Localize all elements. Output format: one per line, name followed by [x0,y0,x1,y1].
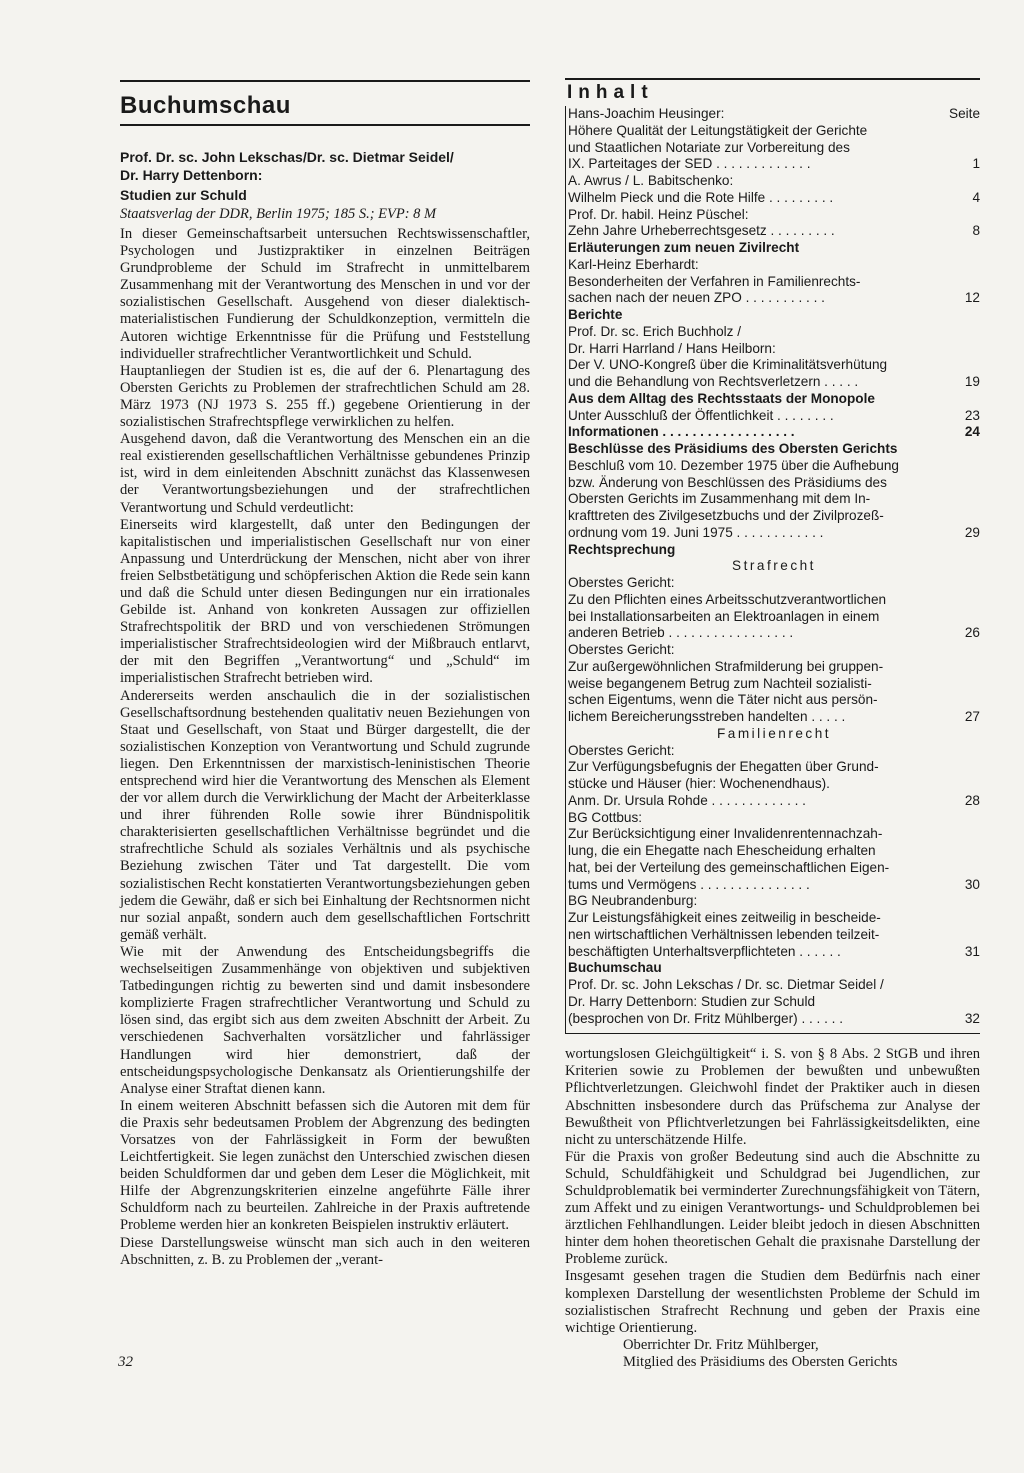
toc-section-heading: Beschlüsse des Präsidiums des Obersten Gerichts [568,441,898,456]
toc-page-number: 24 [964,424,980,440]
toc-line: weise begangenem Betrug zum Nachteil sozialisti- [568,675,872,691]
toc-entry [568,944,980,961]
toc-entry-text: anderen Betrieb . . . . . . . . . . . . . . . . . [568,625,794,641]
toc-line: stücke und Häuser (hier: Wochenendhaus). [568,776,830,791]
toc-subsection-heading: Familienrecht [716,725,832,741]
review-paragraph: wortungslosen Gleichgültigkeit“ i. S. von § 8 Abs. 2 StGB und ihren Kriterien sowie zu Problemen der bewußten und unbewußten Pflichtverletzungen. Gleichwohl findet der Praktiker auch in diesen Abschnitten insbesondere durch das Prüfschema zur Analyse der Bewußtheit von Pflichtverletzungen bei Fahrlässigkeitsdelikten, eine nicht zu unterschätzende Hilfe. [565,1046,980,1148]
toc-entry-text: Unter Ausschluß der Öffentlichkeit . . . . . . . . [568,407,834,423]
toc-entry [568,190,980,207]
toc-entry-text: lichem Bereicherungsstreben handelten . . . . . [568,709,846,724]
toc-entry-text: tums und Vermögens . . . . . . . . . . . . . . . [568,876,810,892]
toc-line: Beschluß vom 10. Dezember 1975 über die Aufhebung [568,457,899,473]
toc-entry-text: IX. Parteitages der SED . . . . . . . . . . . . . [568,156,811,172]
review-paragraph: Wie mit der Anwendung des Entscheidungsbegriffs die wechselseitigen Zusammenhänge von objektiven und subjektiven Tatbedingungen richtig zu bewerten sind und damit insbesondere komplizierte Fragen strafrechtlicher Verantwortung und Schuld zu lösen sind, das ergibt sich aus dem zweiten Abschnitt der Arbeit. Zu verschiedenen Sachverhalten vorsätzlicher und fahrlässiger Handlungen wird hier demonstriert, daß der entscheidungspsychologische Denkansatz als Orientierungshilfe der Analyse einer Straftat dienen kann. [120,943,530,1097]
book-publisher: Staatsverlag der DDR, Berlin 1975; 185 S.; EVP: 8 M [120,206,437,222]
toc-line: Dr. Harry Dettenborn: Studien zur Schuld [568,993,816,1009]
toc-entry-text: sachen nach der neuen ZPO . . . . . . . . . . . [568,290,825,306]
toc-page-number: 27 [964,709,980,724]
toc-entry [568,877,980,894]
toc-line: bzw. Änderung von Beschlüssen des Präsidiums des [568,474,887,490]
toc-line: Prof. Dr. sc. Erich Buchholz / [568,323,742,339]
toc-entry-text: Wilhelm Pieck und die Rote Hilfe . . . . . . . . . [568,189,834,205]
toc-line: Zur außergewöhnlichen Strafmilderung bei gruppen- [568,658,884,674]
toc-line: lung, die ein Ehegatte nach Ehescheidung erhalten [568,843,876,858]
toc-line: krafttreten des Zivilgesetzbuchs und der Zivilprozeß- [568,508,884,523]
toc-entry-text: Zehn Jahre Urheberrechtsgesetz . . . . . . . . . [568,223,835,239]
review-paragraph: In dieser Gemeinschaftsarbeit untersuchen Rechtswissenschaftler, Psychologen und Justizpraktiker in einzelnen Beiträgen Grundprobleme der Schuld im Strafrecht in unmittelbarem Zusammenhang mit der Verantwortung des Menschen in und vor der sozialistischen Gesellschaft. Ausgehend von dieser dialektisch-materialistischen Fundierung der Schuldkonzeption, vermitteln die Autoren wichtige Erkenntnisse für die Prüfung und Feststellung individueller strafrechtlicher Verantwortlichkeit und Schuld. [120,226,530,362]
toc-entry-text: Informationen . . . . . . . . . . . . . . . . . . [568,424,795,440]
review-paragraph: Für die Praxis von großer Bedeutung sind auch die Abschnitte zu Schuld, Schuldfähigkeit und Schuldgrad bei Jugendlichen, zur Schuldproblematik bei verminderter Zurechnungsfähigkeit von Tätern, zum Affekt und zu einigen Verantwortungs- und Schuldproblemen bei ärztlichen Fehlhandlungen. Leider bleibt jedoch in diesen Abschnitten hinter dem hohen theoretischen Gehalt die praxisnahe Darstellung der Probleme zurück. [565,1148,980,1268]
toc-line: BG Cottbus: [568,809,643,825]
toc-entry [568,709,980,726]
toc-entry-text: beschäftigten Unterhaltsverpflichteten . . . . . . [568,943,841,959]
review-continuation [565,1046,980,1371]
toc-page-number: 29 [964,524,980,540]
toc-line: Karl-Heinz Eberhardt: [568,256,699,272]
toc-page-number: 30 [964,876,980,892]
book-authors: Dr. Harry Dettenborn: [120,167,263,183]
toc-line: Zu den Pflichten eines Arbeitsschutzverantwortlichen [568,591,887,607]
toc-line: Zur Berücksichtigung einer Invalidenrentennachzah- [568,826,883,842]
reviewer-name: Oberrichter Dr. Fritz Mühlberger, [623,1336,819,1353]
book-title: Studien zur Schuld [120,187,247,203]
toc-entry-text: Anm. Dr. Ursula Rohde . . . . . . . . . . . . . [568,792,806,808]
toc-entry [568,106,980,123]
review-column [120,80,530,1269]
toc-line: hat, bei der Verteilung des gemeinschaftlichen Eigen- [568,859,890,875]
section-title: Buchumschau [120,82,530,126]
toc-entry [568,1011,980,1028]
toc-section-heading: Aus dem Alltag des Rechtsstaats der Monopole [568,390,875,406]
toc-line: nen wirtschaftlichen Verhältnissen lebenden teilzeit- [568,926,880,942]
toc-page-number: 26 [964,625,980,641]
right-column [565,78,980,1371]
toc-entry [568,525,980,542]
toc-entry [568,223,980,240]
toc-line: Oberstes Gericht: [568,742,675,758]
toc-section-heading: Berichte [568,307,623,322]
toc-line: Prof. Dr. sc. John Lekschas / Dr. sc. Dietmar Seidel / [568,977,884,992]
review-paragraph: Insgesamt gesehen tragen die Studien dem Bedürfnis nach einer komplexen Darstellung der wesentlichsten Probleme der Schuld im sozialistischen Strafrecht Rechnung und geben der Praxis eine wichtige Orientierung. [565,1268,980,1336]
toc-page-number: 12 [964,290,980,306]
toc-line: Der V. UNO-Kongreß über die Kriminalitätsverhütung [568,357,888,373]
toc-entry-text: ordnung vom 19. Juni 1975 . . . . . . . . . . . . [568,524,824,540]
toc-line: schen Eigentums, wenn die Täter nicht aus persön- [568,692,878,708]
toc-line: BG Neubrandenburg: [568,893,698,909]
toc-subsection-heading: Strafrecht [732,558,816,574]
toc-line: Zur Verfügungsbefugnis der Ehegatten über Grund- [568,759,879,775]
review-paragraph: Andererseits werden anschaulich die in der sozialistischen Gesellschaftsordnung bestehenden qualitativ neuen Beziehungen von Staat und Gesellschaft, von Staat und Bürger dargestellt, die der sozialistischen Konzeption von Verantwortung und Schuld zugrunde liegen. Den Erkenntnissen der marxistisch-leninistischen Theorie entsprechend wird hier die Verantwortung des Menschen als Element der vor allem durch die Verwirklichung der Macht der Arbeiterklasse und ihrer führenden Rolle sowie ihrer Bündnispolitik charakterisierten gesellschaftlichen Verhältnisse begründet und die strafrechtliche Schuld als soziales Verhältnis und als psychische Beziehung zwischen Täter und Tat dargestellt. Die vom sozialistischen Recht konstatierten Verantwortungsbeziehungen geben jedem die Gewähr, daß er sich bei Einhaltung der Rechtsnormen nicht nur sozial anpaßt, sondern auch dem gesellschaftlichen Fortschritt gemäß verhält. [120,687,530,943]
toc-page-number: 23 [964,407,980,423]
toc-line: Obersten Gerichts im Zusammenhang mit dem In- [568,491,871,507]
book-authors: Prof. Dr. sc. John Lekschas/Dr. sc. Dietmar Seidel/ [120,149,454,165]
toc-entry [568,424,980,441]
toc-entry [568,374,980,391]
toc-page-number: Seite [949,106,980,121]
table-of-contents [565,106,980,1034]
reviewer-title: Mitglied des Präsidiums des Obersten Gerichts [623,1353,898,1370]
page-number: 32 [118,1354,133,1370]
review-paragraph: Hauptanliegen der Studien ist es, die auf der 6. Plenartagung des Obersten Gerichts zu Problemen der strafrechtlichen Schuld am 28. März 1973 (NJ 1973 S. 255 ff.) gegebene Orientierung in der sozialistischen Strafrechtspflege verwirklichen zu helfen. [120,362,530,431]
toc-page-number: 32 [964,1010,980,1026]
toc-line: Oberstes Gericht: [568,575,675,590]
toc-heading: Inhalt [565,78,980,106]
toc-entry-text: und die Behandlung von Rechtsverletzern . . . . . [568,374,859,389]
toc-entry [568,290,980,307]
toc-page-number: 8 [972,223,980,239]
toc-line: Höhere Qualität der Leitungstätigkeit der Gerichte [568,122,868,138]
toc-entry [568,793,980,810]
toc-entry-text: (besprochen von Dr. Fritz Mühlberger) . . . . . . [568,1010,843,1026]
toc-page-number: 1 [972,156,980,172]
toc-list [568,106,980,1027]
toc-line: Prof. Dr. habil. Heinz Püschel: [568,206,749,222]
review-paragraph: Diese Darstellungsweise wünscht man sich auch in den weiteren Abschnitten, z. B. zu Problemen der „verant- [120,1234,530,1268]
toc-line: Besonderheiten der Verfahren in Familienrechts- [568,273,861,289]
toc-entry [568,156,980,173]
review-paragraph: Einerseits wird klargestellt, daß unter den Bedingungen der kapitalistischen und imperialistischen Gesellschaft nur von einer Anpassung und Unterdrückung der Menschen, nicht aber von ihrer freien Selbstbetätigung und schöpferischen Aktion die Rede sein kann und daß die Schuld unter diesen Bedingungen nur ein irrationales Gebilde ist. Anhand von konkreten Aussagen zur offiziellen Strafrechtspolitik der BRD und von verschiedenen Strömungen imperialistischer Strafrechtsideologien wird der Mißbrauch entlarvt, der mit den Begriffen „Verantwortung“ und „Schuld“ im imperialistischen Strafrecht betrieben wird. [120,516,530,687]
toc-line: A. Awrus / L. Babitschenko: [568,173,734,188]
review-paragraph: In einem weiteren Abschnitt befassen sich die Autoren mit dem für die Praxis sehr bedeutsamen Problem der Abgrenzung des bedingten Vorsatzes von der Fahrlässigkeit in Form der bewußten Leichtfertigkeit. Sie legen zunächst den Unterschied zwischen diesen beiden Schuldformen dar und geben dem Leser die Möglichkeit, mit Hilfe der Abgrenzungskriterien einzelne angeführte Fälle ihrer Schuldform nach zu beurteilen. Zahlreiche in der Praxis auftretende Probleme werden hier an konkreten Beispielen instruktiv erläutert. [120,1097,530,1234]
toc-entry-text: Hans-Joachim Heusinger: [568,106,725,121]
toc-line: bei Installationsarbeiten an Elektroanlagen in einem [568,608,880,624]
toc-section-heading: Erläuterungen zum neuen Zivilrecht [568,240,800,255]
toc-section-heading: Buchumschau [568,960,662,976]
toc-line: Zur Leistungsfähigkeit eines zeitweilig in bescheide- [568,910,881,925]
toc-page-number: 31 [964,943,980,959]
review-paragraph: Ausgehend davon, daß die Verantwortung des Menschen ein an die real existierenden gesellschaftlichen Verhältnisse gebundenes Prinzip ist, wird in dem einleitenden Abschnitt zunächst das Klassenwesen der Verantwortungsbeziehungen und der strafrechtlichen Verantwortung und Schuld verdeutlicht: [120,431,530,516]
toc-line: Dr. Harri Harrland / Hans Heilborn: [568,340,776,356]
toc-section-heading: Rechtsprechung [568,541,676,557]
toc-page-number: 28 [964,792,980,808]
toc-page-number: 19 [964,374,980,389]
toc-line: Oberstes Gericht: [568,642,675,657]
toc-page-number: 4 [972,189,980,205]
toc-entry [568,408,980,425]
toc-entry [568,625,980,642]
toc-line: und Staatlichen Notariate zur Vorbereitung des [568,139,850,155]
